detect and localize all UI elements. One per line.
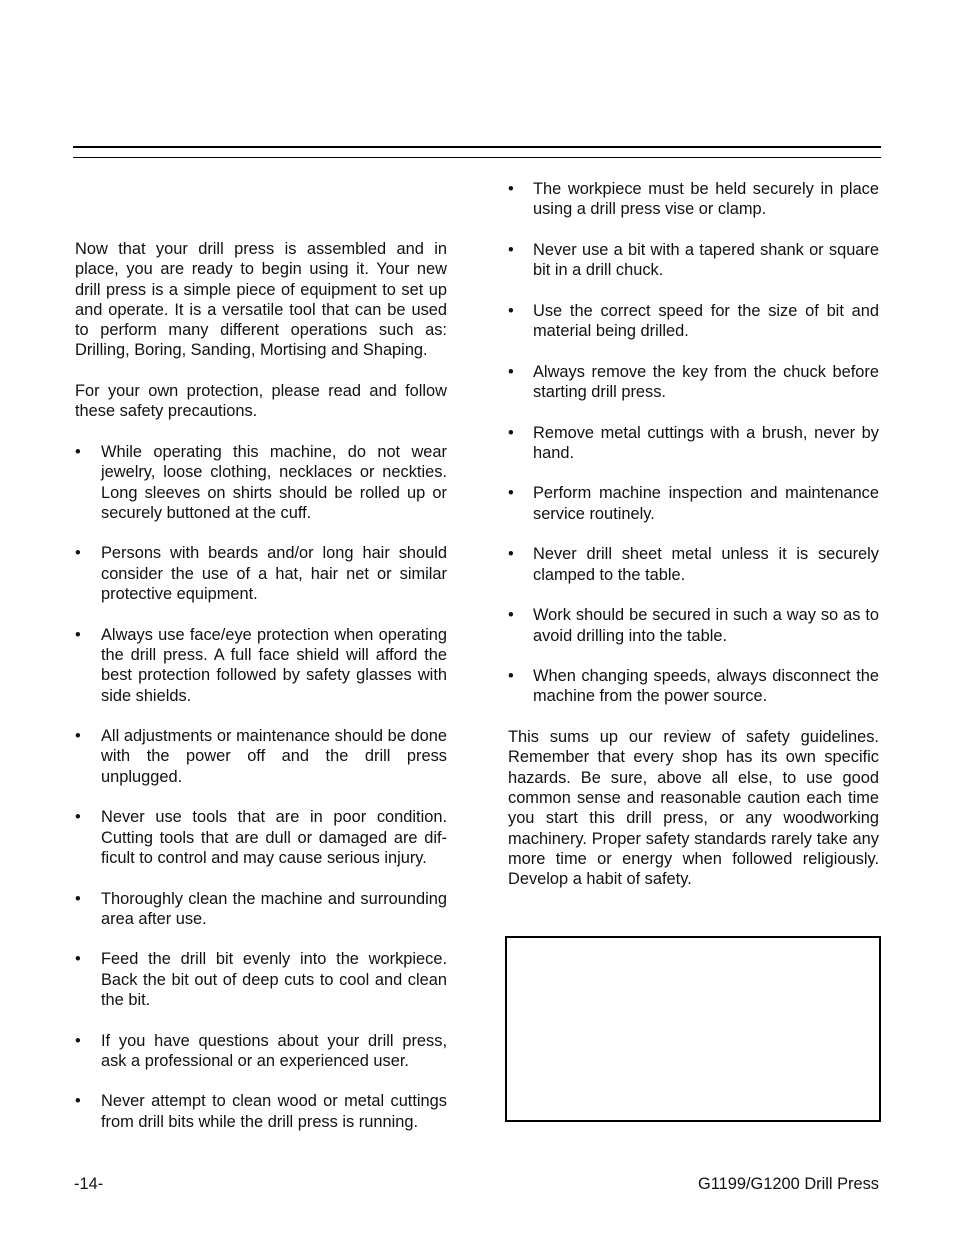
bullet-icon: • bbox=[75, 808, 81, 827]
list-item-text: Remove metal cuttings with a brush, never by hand. bbox=[533, 423, 879, 462]
list-item-text: Always use face/eye protection when operating the drill press. A full face shield will afford the best protection followed by safety glasses with side shields. bbox=[101, 625, 447, 705]
list-item bbox=[75, 1031, 447, 1072]
bullet-icon: • bbox=[508, 180, 514, 198]
list-item-text: Never use a bit with a tapered shank or square bit in a drill chuck. bbox=[533, 240, 879, 280]
list-item-text: Never attempt to clean wood or metal cuttings from drill bits while the drill press is running. bbox=[101, 1092, 447, 1131]
bullet-icon: • bbox=[508, 240, 514, 259]
bullet-icon: • bbox=[508, 667, 514, 686]
intro-paragraph: Now that your drill press is assembled and in place, you are ready to begin using it. Your new drill press is a simple piece of equipment to set up and operate. It is a versatile tool that can be used to perform many different operations such as: Drilling, Boring, Sanding, Mortising and Shaping. bbox=[75, 240, 447, 360]
list-item bbox=[508, 423, 879, 464]
list-item-text: When changing speeds, always disconnect the machine from the power source. bbox=[533, 667, 879, 706]
list-item bbox=[75, 726, 447, 787]
list-item bbox=[75, 949, 447, 1010]
bullet-icon: • bbox=[75, 727, 81, 746]
bullet-icon: • bbox=[508, 423, 514, 442]
bullet-icon: • bbox=[508, 606, 514, 625]
list-item bbox=[75, 543, 447, 604]
list-item-text: Always remove the key from the chuck before starting drill press. bbox=[533, 362, 879, 401]
list-item bbox=[75, 889, 447, 930]
bullet-icon: • bbox=[508, 301, 514, 320]
protection-paragraph: For your own protection, please read and follow these safety precautions. bbox=[75, 382, 447, 421]
list-item-text: The workpiece must be held securely in place using a drill press vise or clamp. bbox=[533, 180, 879, 219]
page-number: -14- bbox=[74, 1175, 104, 1193]
bullet-icon: • bbox=[75, 950, 81, 969]
list-item-text: Persons with beards and/or long hair should consider the use of a hat, hair net or similar protective equipment. bbox=[101, 544, 447, 604]
list-item bbox=[508, 301, 879, 342]
list-item-text: While operating this machine, do not wear jewelry, loose clothing, necklaces or neckties. Long sleeves on shirts should be rolled up or securely buttoned at the cuff. bbox=[101, 442, 447, 522]
manual-model-label: G1199/G1200 Drill Press bbox=[698, 1175, 879, 1193]
list-item bbox=[508, 483, 879, 524]
header-rule-thin bbox=[73, 157, 881, 158]
list-item bbox=[508, 544, 879, 585]
left-column bbox=[75, 239, 447, 1152]
list-item-text: All adjustments or maintenance should be done with the power off and the drill press unplugged. bbox=[101, 727, 447, 786]
list-item bbox=[508, 666, 879, 707]
header-rule-thick bbox=[73, 146, 881, 148]
list-item-text: Thoroughly clean the machine and surrounding area after use. bbox=[101, 889, 447, 928]
bullet-icon: • bbox=[75, 1092, 81, 1111]
left-safety-list bbox=[75, 442, 447, 1132]
right-column bbox=[508, 179, 879, 910]
bullet-icon: • bbox=[75, 1031, 81, 1050]
list-item-text: Perform machine inspection and maintenance service routinely. bbox=[533, 484, 879, 523]
list-item-text: Use the correct speed for the size of bit and material being drilled. bbox=[533, 301, 879, 341]
bullet-icon: • bbox=[508, 484, 514, 503]
list-item-text: Feed the drill bit evenly into the workpiece. Back the bit out of deep cuts to cool and clean the bit. bbox=[101, 950, 447, 1009]
list-item bbox=[75, 807, 447, 868]
list-item bbox=[508, 605, 879, 646]
list-item bbox=[508, 179, 879, 220]
list-item bbox=[508, 362, 879, 403]
empty-note-box bbox=[505, 936, 881, 1122]
bullet-icon: • bbox=[75, 544, 81, 563]
list-item bbox=[75, 1091, 447, 1132]
bullet-icon: • bbox=[75, 442, 81, 461]
list-item bbox=[508, 240, 879, 281]
list-item-text: Never drill sheet metal unless it is securely clamped to the table. bbox=[533, 545, 879, 584]
bullet-icon: • bbox=[75, 889, 81, 908]
list-item bbox=[75, 625, 447, 706]
summary-paragraph: This sums up our review of safety guidelines. Remember that every shop has its own specific hazards. Be sure, above all else, to use good common sense and reasonable caution each time you start this drill press, or any woodworking machinery. Proper safety standards rarely take any more time or energy when followed religiously. Develop a habit of safety. bbox=[508, 728, 879, 889]
list-item-text: If you have questions about your drill press, ask a professional or an experienced user. bbox=[101, 1031, 447, 1070]
list-item-text: Never use tools that are in poor condition. Cutting tools that are dull or damaged are difficult to control and may cause serious injury. bbox=[101, 808, 447, 867]
bullet-icon: • bbox=[508, 545, 514, 564]
bullet-icon: • bbox=[75, 625, 81, 644]
bullet-icon: • bbox=[508, 362, 514, 381]
right-safety-list bbox=[508, 179, 879, 707]
list-item bbox=[75, 442, 447, 523]
list-item-text: Work should be secured in such a way so as to avoid drilling into the table. bbox=[533, 606, 879, 645]
